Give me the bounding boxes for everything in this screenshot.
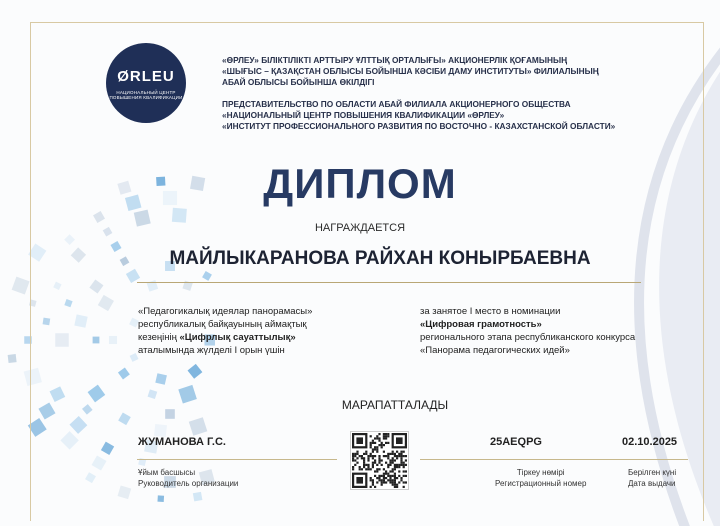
award-text-ru — [420, 305, 700, 357]
award-kz-line: «Педагогикалық идеялар панорамасы» — [138, 306, 313, 317]
header-ru-line: «НАЦИОНАЛЬНЫЙ ЦЕНТР ПОВЫШЕНИЯ КВАЛИФИКАЦИИ «ӨРЛЕУ» — [222, 110, 505, 120]
header-kz-line: «ӨРЛЕУ» БІЛІКТІЛІКТІ АРТТЫРУ ҰЛТТЫҚ ОРТАЛЫҒЫ» АКЦИОНЕРЛІК ҚОҒАМЫНЫҢ — [222, 55, 568, 65]
qr-code[interactable] — [350, 431, 409, 490]
registration-number: 25AEQPG — [490, 436, 542, 448]
orleu-logo — [106, 43, 186, 123]
header-kz-line: АБАЙ ОБЛЫСЫ БОЙЫНША ӨКІЛДІГІ — [222, 77, 375, 87]
reg-label — [495, 467, 586, 489]
award-text-kz — [138, 305, 368, 357]
date-label — [628, 467, 676, 489]
awarded-by-label: МАРАПАТТАЛАДЫ — [341, 398, 449, 412]
nomination-ru: «Цифровая грамотность» — [420, 319, 542, 330]
award-ru-line: регионального этапа республиканского конкурса — [420, 332, 636, 343]
issue-date: 02.10.2025 — [622, 436, 678, 448]
date-label-ru: Дата выдачи — [628, 479, 676, 488]
recipient-name: МАЙЛЫКАРАНОВА РАЙХАН КОНЫРБАЕВНА — [169, 248, 591, 269]
header-ru-line: «ИНСТИТУТ ПРОФЕССИОНАЛЬНОГО РАЗВИТИЯ ПО ВОСТОЧНО - КАЗАХСТАНСКОЙ ОБЛАСТИ» — [222, 121, 616, 131]
signer-name: ЖУМАНОВА Г.С. — [138, 436, 226, 448]
header-kz-line: «ШЫҒЫС – ҚАЗАҚСТАН ОБЛЫСЫ БОЙЫНША КӘСІБИ ДАМУ ИНСТИТУТЫ» ФИЛИАЛЫНЫҢ — [222, 66, 599, 76]
date-label-kz: Берілген күні — [628, 468, 677, 477]
award-ru-line: за занятое І место в номинации — [420, 306, 561, 317]
qr-code-icon — [351, 432, 408, 489]
award-ru-line: «Панорама педагогических идей» — [420, 345, 570, 356]
head-label-ru: Руководитель организации — [138, 479, 239, 488]
header-ru — [222, 99, 615, 132]
award-kz-text: кезеңінің — [138, 332, 180, 343]
logo-subtitle: НАЦИОНАЛЬНЫЙ ЦЕНТР ПОВЫШЕНИЯ КВАЛИФИКАЦИИ — [109, 90, 183, 100]
award-kz-line: аталымында жүлделі І орын үшін — [138, 345, 285, 356]
nomination-kz: «Цифрлық сауаттылық» — [179, 332, 296, 343]
signature-line — [137, 459, 337, 460]
awarded-label: НАГРАЖДАЕТСЯ — [314, 222, 406, 234]
reg-label-kz: Тіркеу нөмірі — [516, 468, 565, 477]
divider — [137, 282, 641, 283]
diploma-title: ДИПЛОМ — [263, 160, 457, 207]
header-ru-line: ПРЕДСТАВИТЕЛЬСТВО ПО ОБЛАСТИ АБАЙ ФИЛИАЛА АКЦИОНЕРНОГО ОБЩЕСТВА — [222, 99, 571, 109]
head-label-kz: Ұйым басшысы — [138, 468, 196, 477]
mosaic-tile — [8, 354, 17, 363]
reg-label-ru: Регистрационный номер — [495, 479, 587, 488]
header-kz — [222, 55, 599, 88]
registration-line — [420, 459, 688, 460]
mosaic-tile — [12, 277, 30, 295]
logo-brand: ØRLEU — [117, 68, 175, 85]
award-kz-line: республикалық байқауының аймақтық — [138, 319, 307, 330]
head-label — [138, 467, 238, 489]
award-kz-line — [138, 331, 368, 344]
